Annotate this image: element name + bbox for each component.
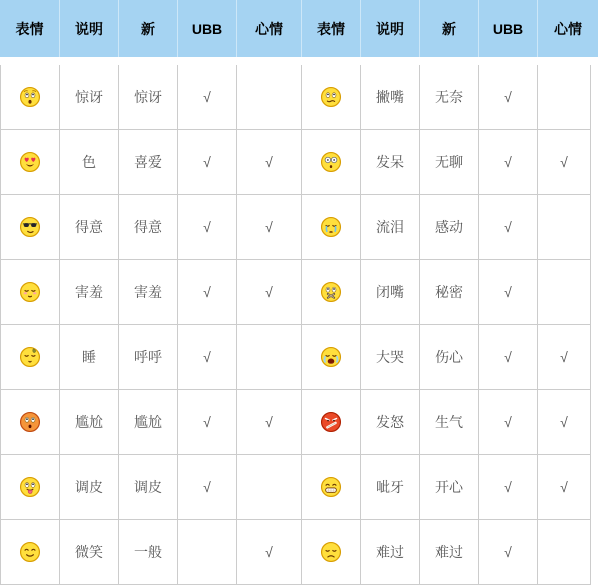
mood-check-cell	[237, 455, 302, 520]
new-name-cell: 秘密	[420, 260, 479, 325]
description-cell: 得意	[60, 195, 119, 260]
header-cell-2: 新	[118, 0, 177, 57]
emoji-dazed-icon	[320, 151, 342, 173]
mood-check-cell: √	[237, 260, 302, 325]
new-name-cell: 难过	[420, 520, 479, 585]
emoticon-cell	[1, 130, 60, 195]
new-name-cell: 尴尬	[119, 390, 178, 455]
table-row	[1, 260, 591, 325]
header-cell-5: 表情	[301, 0, 360, 57]
table-row	[1, 520, 591, 585]
ubb-check-cell: √	[479, 65, 538, 130]
header-cell-6: 说明	[360, 0, 419, 57]
description-cell: 惊讶	[60, 65, 119, 130]
ubb-check-cell: √	[479, 390, 538, 455]
emoji-naughty-icon	[19, 476, 41, 498]
ubb-check-cell: √	[479, 260, 538, 325]
mood-check-cell: √	[538, 455, 591, 520]
table-row	[1, 325, 591, 390]
header-cell-0: 表情	[15, 20, 44, 37]
emoticon-cell	[302, 390, 361, 455]
mood-check-cell: √	[538, 390, 591, 455]
emoticon-cell	[1, 520, 60, 585]
mood-check-cell: √	[538, 325, 591, 390]
mood-check-cell	[538, 195, 591, 260]
emoji-shut-mouth-icon	[320, 281, 342, 303]
table-header	[0, 0, 598, 57]
emoticon-cell	[302, 520, 361, 585]
new-name-cell: 一般	[119, 520, 178, 585]
header-cell-8: UBB	[478, 0, 537, 57]
emoticon-cell	[1, 65, 60, 130]
new-name-cell: 呼呼	[119, 325, 178, 390]
emoji-sleep-icon	[19, 346, 41, 368]
header-cell-1: 说明	[59, 0, 118, 57]
ubb-check-cell: √	[178, 195, 237, 260]
description-cell: 发呆	[361, 130, 420, 195]
new-name-cell: 开心	[420, 455, 479, 520]
emoticon-cell	[302, 130, 361, 195]
emoji-grin-icon	[320, 476, 342, 498]
emoji-angry-icon	[320, 411, 342, 433]
emoticon-cell	[1, 390, 60, 455]
new-name-cell: 得意	[119, 195, 178, 260]
mood-check-cell: √	[237, 130, 302, 195]
new-name-cell: 喜爱	[119, 130, 178, 195]
emoticon-cell	[1, 455, 60, 520]
mood-check-cell: √	[237, 390, 302, 455]
description-cell: 撇嘴	[361, 65, 420, 130]
emoticon-cell	[1, 325, 60, 390]
emoji-smile-icon	[19, 541, 41, 563]
mood-check-cell	[237, 325, 302, 390]
mood-check-cell	[538, 260, 591, 325]
emoji-sob-icon	[320, 346, 342, 368]
emoji-sad-icon	[320, 541, 342, 563]
table-row	[1, 390, 591, 455]
description-cell: 害羞	[60, 260, 119, 325]
header-cell-3: UBB	[177, 0, 236, 57]
description-cell: 调皮	[60, 455, 119, 520]
mood-check-cell	[538, 65, 591, 130]
emoticon-cell	[302, 65, 361, 130]
ubb-check-cell: √	[479, 195, 538, 260]
emoji-awkward-icon	[19, 411, 41, 433]
new-name-cell: 伤心	[420, 325, 479, 390]
mood-check-cell: √	[237, 520, 302, 585]
ubb-check-cell: √	[178, 260, 237, 325]
description-cell: 微笑	[60, 520, 119, 585]
ubb-check-cell: √	[178, 325, 237, 390]
emoji-shy-icon	[19, 281, 41, 303]
header-cell-7: 新	[419, 0, 478, 57]
emoji-surprised-icon	[19, 86, 41, 108]
table-row	[1, 65, 591, 130]
new-name-cell: 调皮	[119, 455, 178, 520]
new-name-cell: 生气	[420, 390, 479, 455]
mood-check-cell	[237, 65, 302, 130]
emoji-cry-icon	[320, 216, 342, 238]
description-cell: 尴尬	[60, 390, 119, 455]
mood-check-cell	[538, 520, 591, 585]
header-cell-9: 心情	[537, 0, 598, 57]
ubb-check-cell: √	[178, 455, 237, 520]
mood-check-cell: √	[538, 130, 591, 195]
description-cell: 睡	[60, 325, 119, 390]
table-row	[1, 455, 591, 520]
new-name-cell: 无聊	[420, 130, 479, 195]
description-cell: 闭嘴	[361, 260, 420, 325]
emoticon-cell	[1, 195, 60, 260]
description-cell: 难过	[361, 520, 420, 585]
description-cell: 大哭	[361, 325, 420, 390]
ubb-check-cell: √	[479, 455, 538, 520]
new-name-cell: 无奈	[420, 65, 479, 130]
emoticon-cell	[302, 455, 361, 520]
emoticon-cell	[1, 260, 60, 325]
emoji-grimace-icon	[320, 86, 342, 108]
ubb-check-cell: √	[178, 390, 237, 455]
description-cell: 流泪	[361, 195, 420, 260]
new-name-cell: 感动	[420, 195, 479, 260]
table-row	[1, 130, 591, 195]
ubb-check-cell: √	[178, 130, 237, 195]
new-name-cell: 害羞	[119, 260, 178, 325]
ubb-check-cell	[178, 520, 237, 585]
description-cell: 呲牙	[361, 455, 420, 520]
emoticon-cell	[302, 325, 361, 390]
new-name-cell: 惊讶	[119, 65, 178, 130]
ubb-check-cell: √	[178, 65, 237, 130]
emoji-cool-icon	[19, 216, 41, 238]
emoticon-cell	[302, 195, 361, 260]
ubb-check-cell: √	[479, 325, 538, 390]
mood-check-cell: √	[237, 195, 302, 260]
table-body	[0, 65, 591, 585]
description-cell: 发怒	[361, 390, 420, 455]
emoticon-cell	[302, 260, 361, 325]
header-cell-4: 心情	[236, 0, 301, 57]
description-cell: 色	[60, 130, 119, 195]
table-row	[1, 195, 591, 260]
ubb-check-cell: √	[479, 130, 538, 195]
emoji-love-icon	[19, 151, 41, 173]
ubb-check-cell: √	[479, 520, 538, 585]
